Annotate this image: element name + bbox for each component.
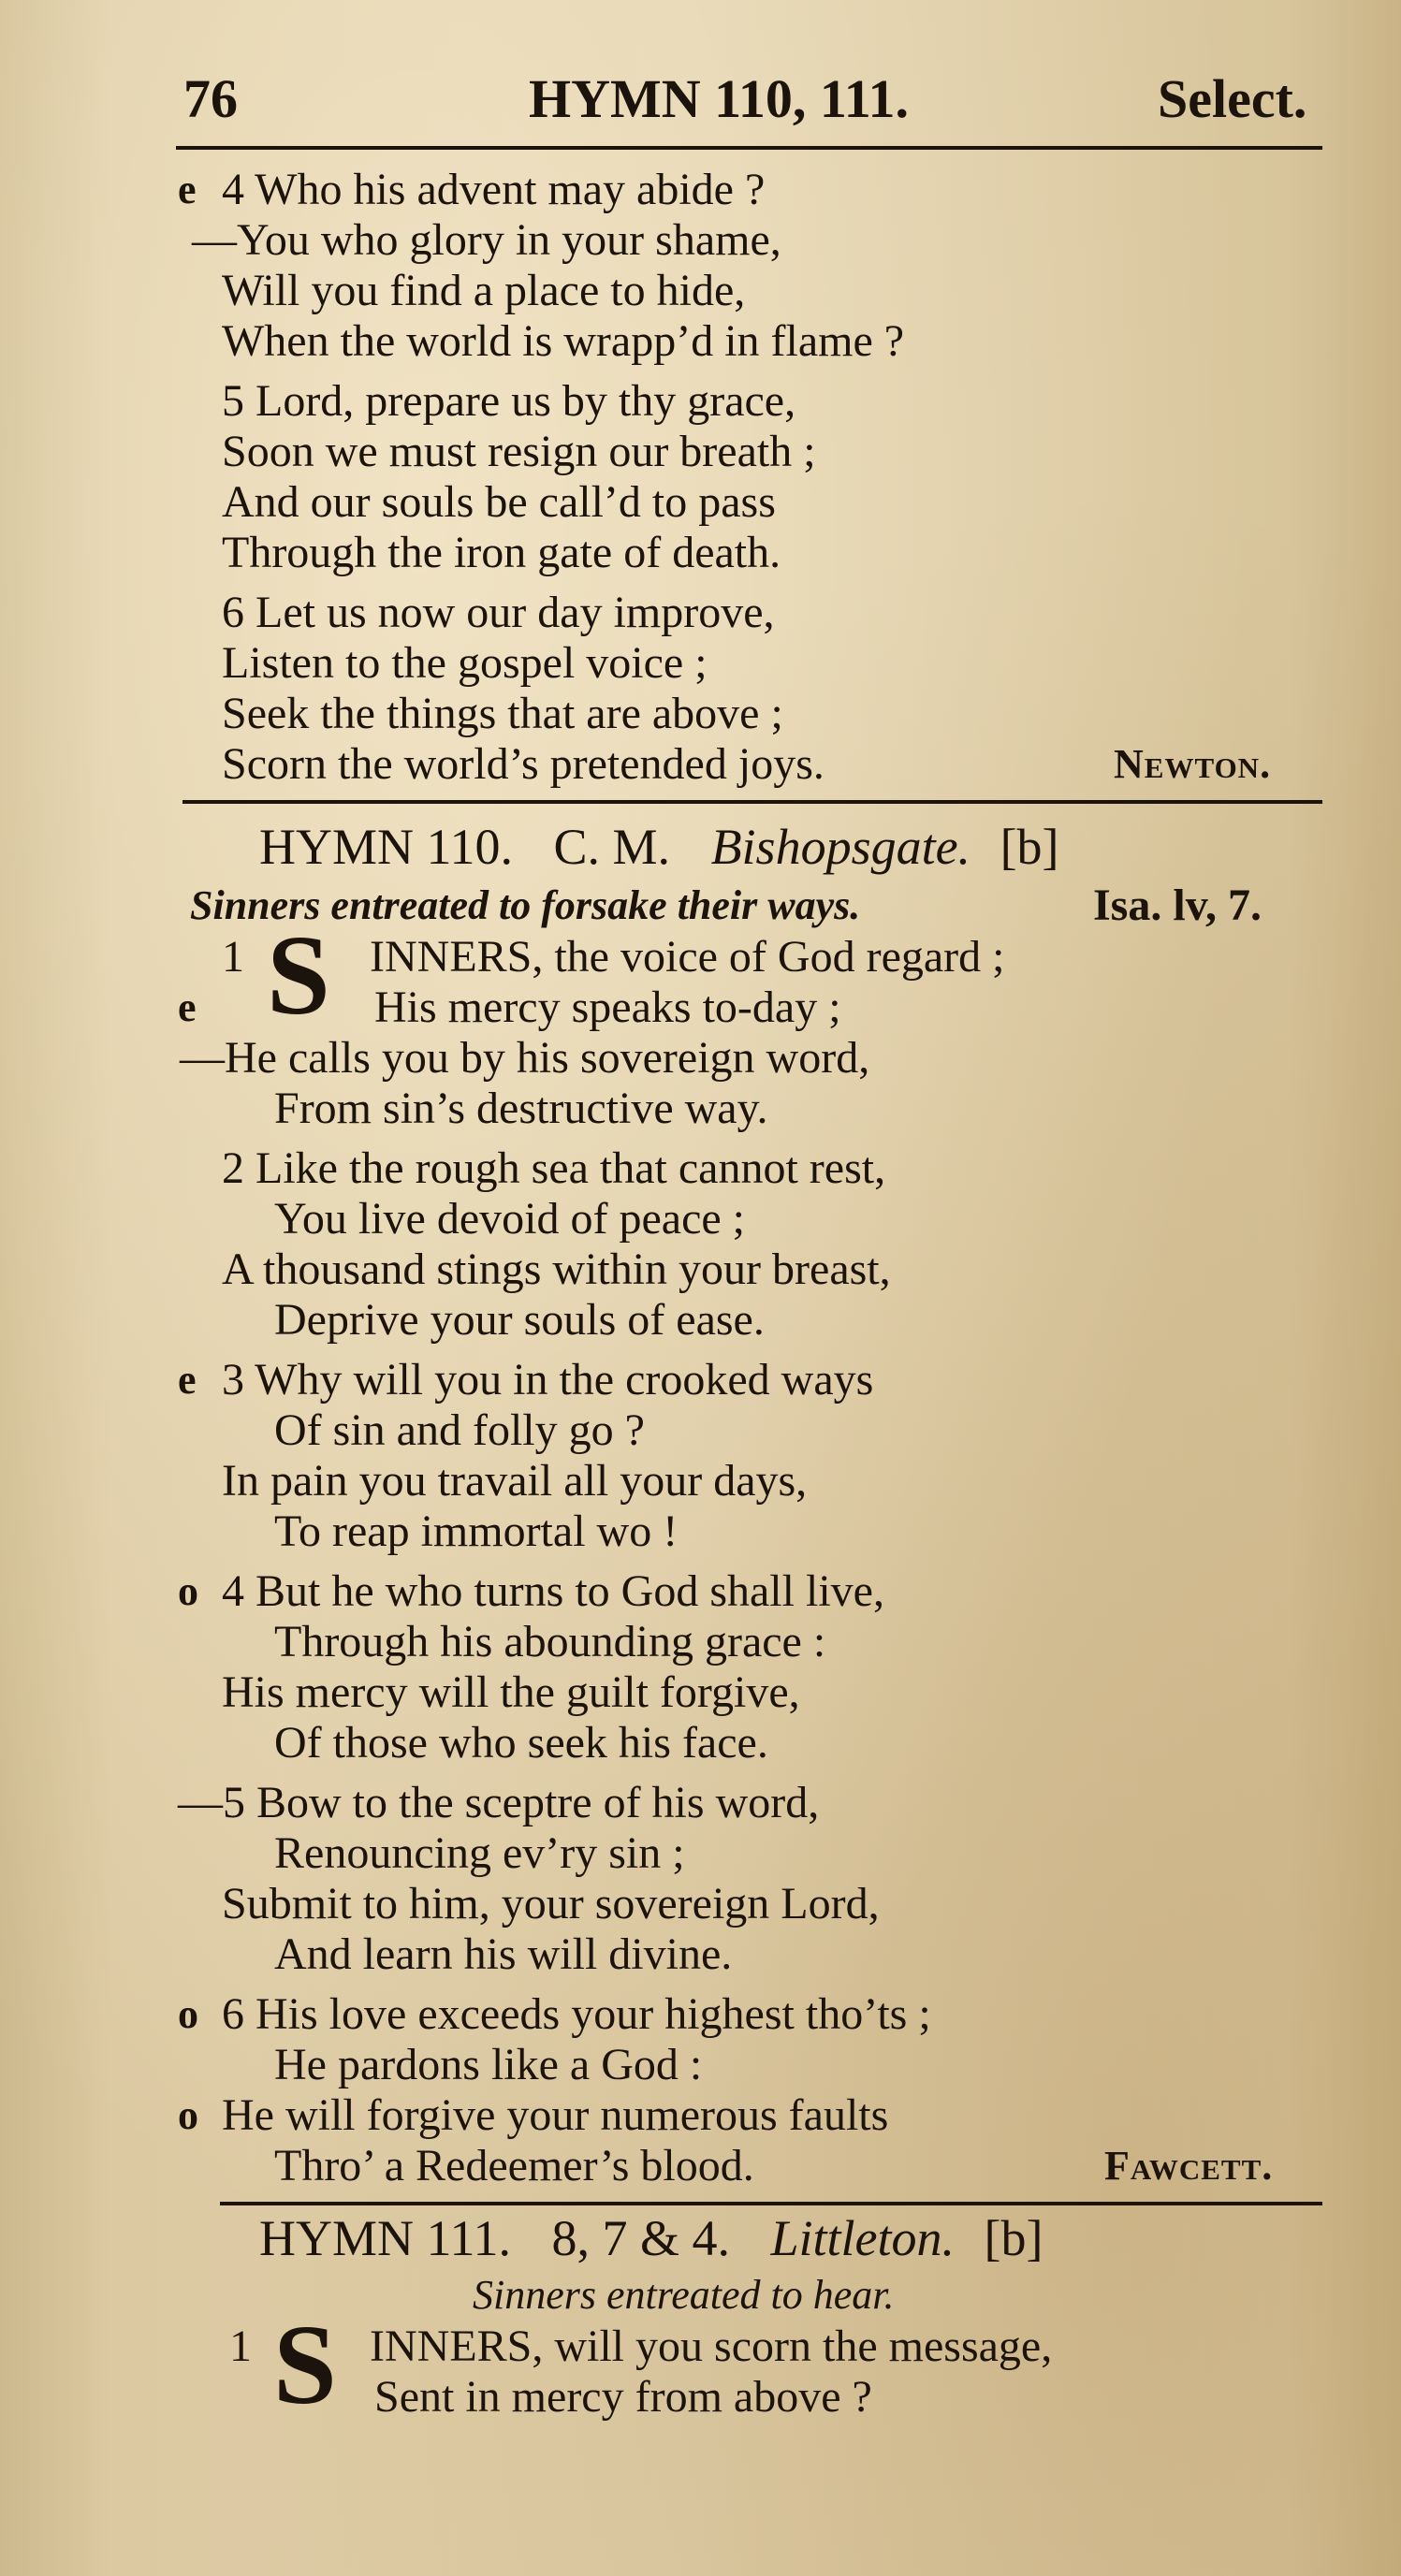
header-rule xyxy=(176,146,1322,150)
verse-line: And our souls be call’d to pass xyxy=(222,477,776,527)
drop-cap: S xyxy=(273,2302,337,2428)
verse-line: Scorn the world’s pretended joys. xyxy=(222,739,825,789)
verse-line: To reap immortal wo ! xyxy=(274,1506,679,1556)
verse-line: Seek the things that are above ; xyxy=(222,689,783,738)
hymn-heading xyxy=(259,819,1059,875)
author-credit: Fawcett. xyxy=(1104,2143,1274,2189)
section-rule xyxy=(182,800,1322,804)
verse-line: He will forgive your numerous faults xyxy=(222,2090,889,2140)
verse-number: 1 xyxy=(229,2321,252,2371)
verse-number: 1 xyxy=(222,932,244,982)
verse-line: Deprive your souls of ease. xyxy=(274,1295,765,1345)
verse-line: INNERS, will you scorn the message, xyxy=(370,2321,1053,2371)
verse-line: Submit to him, your sovereign Lord, xyxy=(222,1879,880,1928)
verse-line: Through the iron gate of death. xyxy=(222,528,781,577)
verse-line: 6 Let us now our day improve, xyxy=(222,588,775,637)
hymn-tune: Bishopsgate. xyxy=(710,819,971,875)
author-credit: Newton. xyxy=(1114,741,1272,787)
drop-cap: S xyxy=(267,912,330,1039)
verse-line: 4 But he who turns to God shall live, xyxy=(222,1566,884,1616)
verse-line: 4 Who his advent may abide ? xyxy=(222,165,766,214)
verse-line: From sin’s destructive way. xyxy=(274,1084,768,1133)
verse-line: 2 Like the rough sea that cannot rest, xyxy=(222,1143,886,1193)
verse-line: A thousand stings within your breast, xyxy=(222,1244,891,1294)
verse-line: Soon we must resign our breath ; xyxy=(222,427,816,476)
verse-line: Sent in mercy from above ? xyxy=(374,2372,872,2422)
verse-line: INNERS, the voice of God regard ; xyxy=(370,932,1005,982)
hymn-key: [b] xyxy=(984,2210,1043,2266)
verse-line: His mercy will the guilt forgive, xyxy=(222,1667,800,1717)
hymn-subtitle: Sinners entreated to forsake their ways. xyxy=(190,882,861,928)
verse-line: And learn his will divine. xyxy=(274,1929,733,1979)
hymn-tune: Littleton. xyxy=(770,2210,956,2266)
verse-line: His mercy speaks to-day ; xyxy=(374,982,841,1032)
section-label: Select. xyxy=(1158,68,1307,129)
scripture-reference: Isa. lv, 7. xyxy=(1093,880,1262,930)
verse-line: 6 His love exceeds your highest tho’ts ; xyxy=(222,1989,931,2039)
section-rule xyxy=(220,2202,1322,2205)
verse-line: Thro’ a Redeemer’s blood. xyxy=(274,2141,754,2190)
verse-line: Of sin and folly go ? xyxy=(274,1405,645,1455)
hymn-meter: C. M. xyxy=(553,819,671,875)
verse-line: —You who glory in your shame, xyxy=(192,215,781,265)
verse-line: You live devoid of peace ; xyxy=(274,1194,746,1244)
verse-line: 3 Why will you in the crooked ways xyxy=(222,1355,874,1404)
verse-line: Through his abounding grace : xyxy=(274,1617,826,1666)
verse-mark: e xyxy=(178,167,197,212)
verse-line: Listen to the gospel voice ; xyxy=(222,638,708,688)
verse-line: Will you find a place to hide, xyxy=(222,266,746,315)
verse-line: —5 Bow to the sceptre of his word, xyxy=(178,1778,820,1827)
verse-mark: e xyxy=(178,984,197,1030)
verse-mark: e xyxy=(178,1357,197,1403)
verse-mark: o xyxy=(178,2092,198,2138)
verse-line: —He calls you by his sovereign word, xyxy=(180,1033,870,1083)
verse-line: Of those who seek his face. xyxy=(274,1718,768,1768)
hymn-subtitle: Sinners entreated to hear. xyxy=(473,2272,895,2318)
hymn-meter: 8, 7 & 4. xyxy=(551,2210,731,2266)
verse-line: In pain you travail all your days, xyxy=(222,1456,808,1506)
verse-line: 5 Lord, prepare us by thy grace, xyxy=(222,376,796,426)
verse-mark: o xyxy=(178,1991,198,2037)
page-number: 76 xyxy=(183,68,238,129)
hymn-title: HYMN 110. xyxy=(259,819,514,875)
hymn-heading xyxy=(259,2210,1043,2266)
verse-mark: o xyxy=(178,1568,198,1614)
running-title: HYMN 110, 111. xyxy=(529,68,910,129)
hymn-key: [b] xyxy=(1000,819,1059,875)
verse-line: When the world is wrapp’d in flame ? xyxy=(222,316,905,366)
verse-line: He pardons like a God : xyxy=(274,2040,703,2089)
running-header xyxy=(0,67,1401,133)
verse-line: Renouncing ev’ry sin ; xyxy=(274,1828,685,1878)
hymn-title: HYMN 111. xyxy=(259,2210,511,2266)
